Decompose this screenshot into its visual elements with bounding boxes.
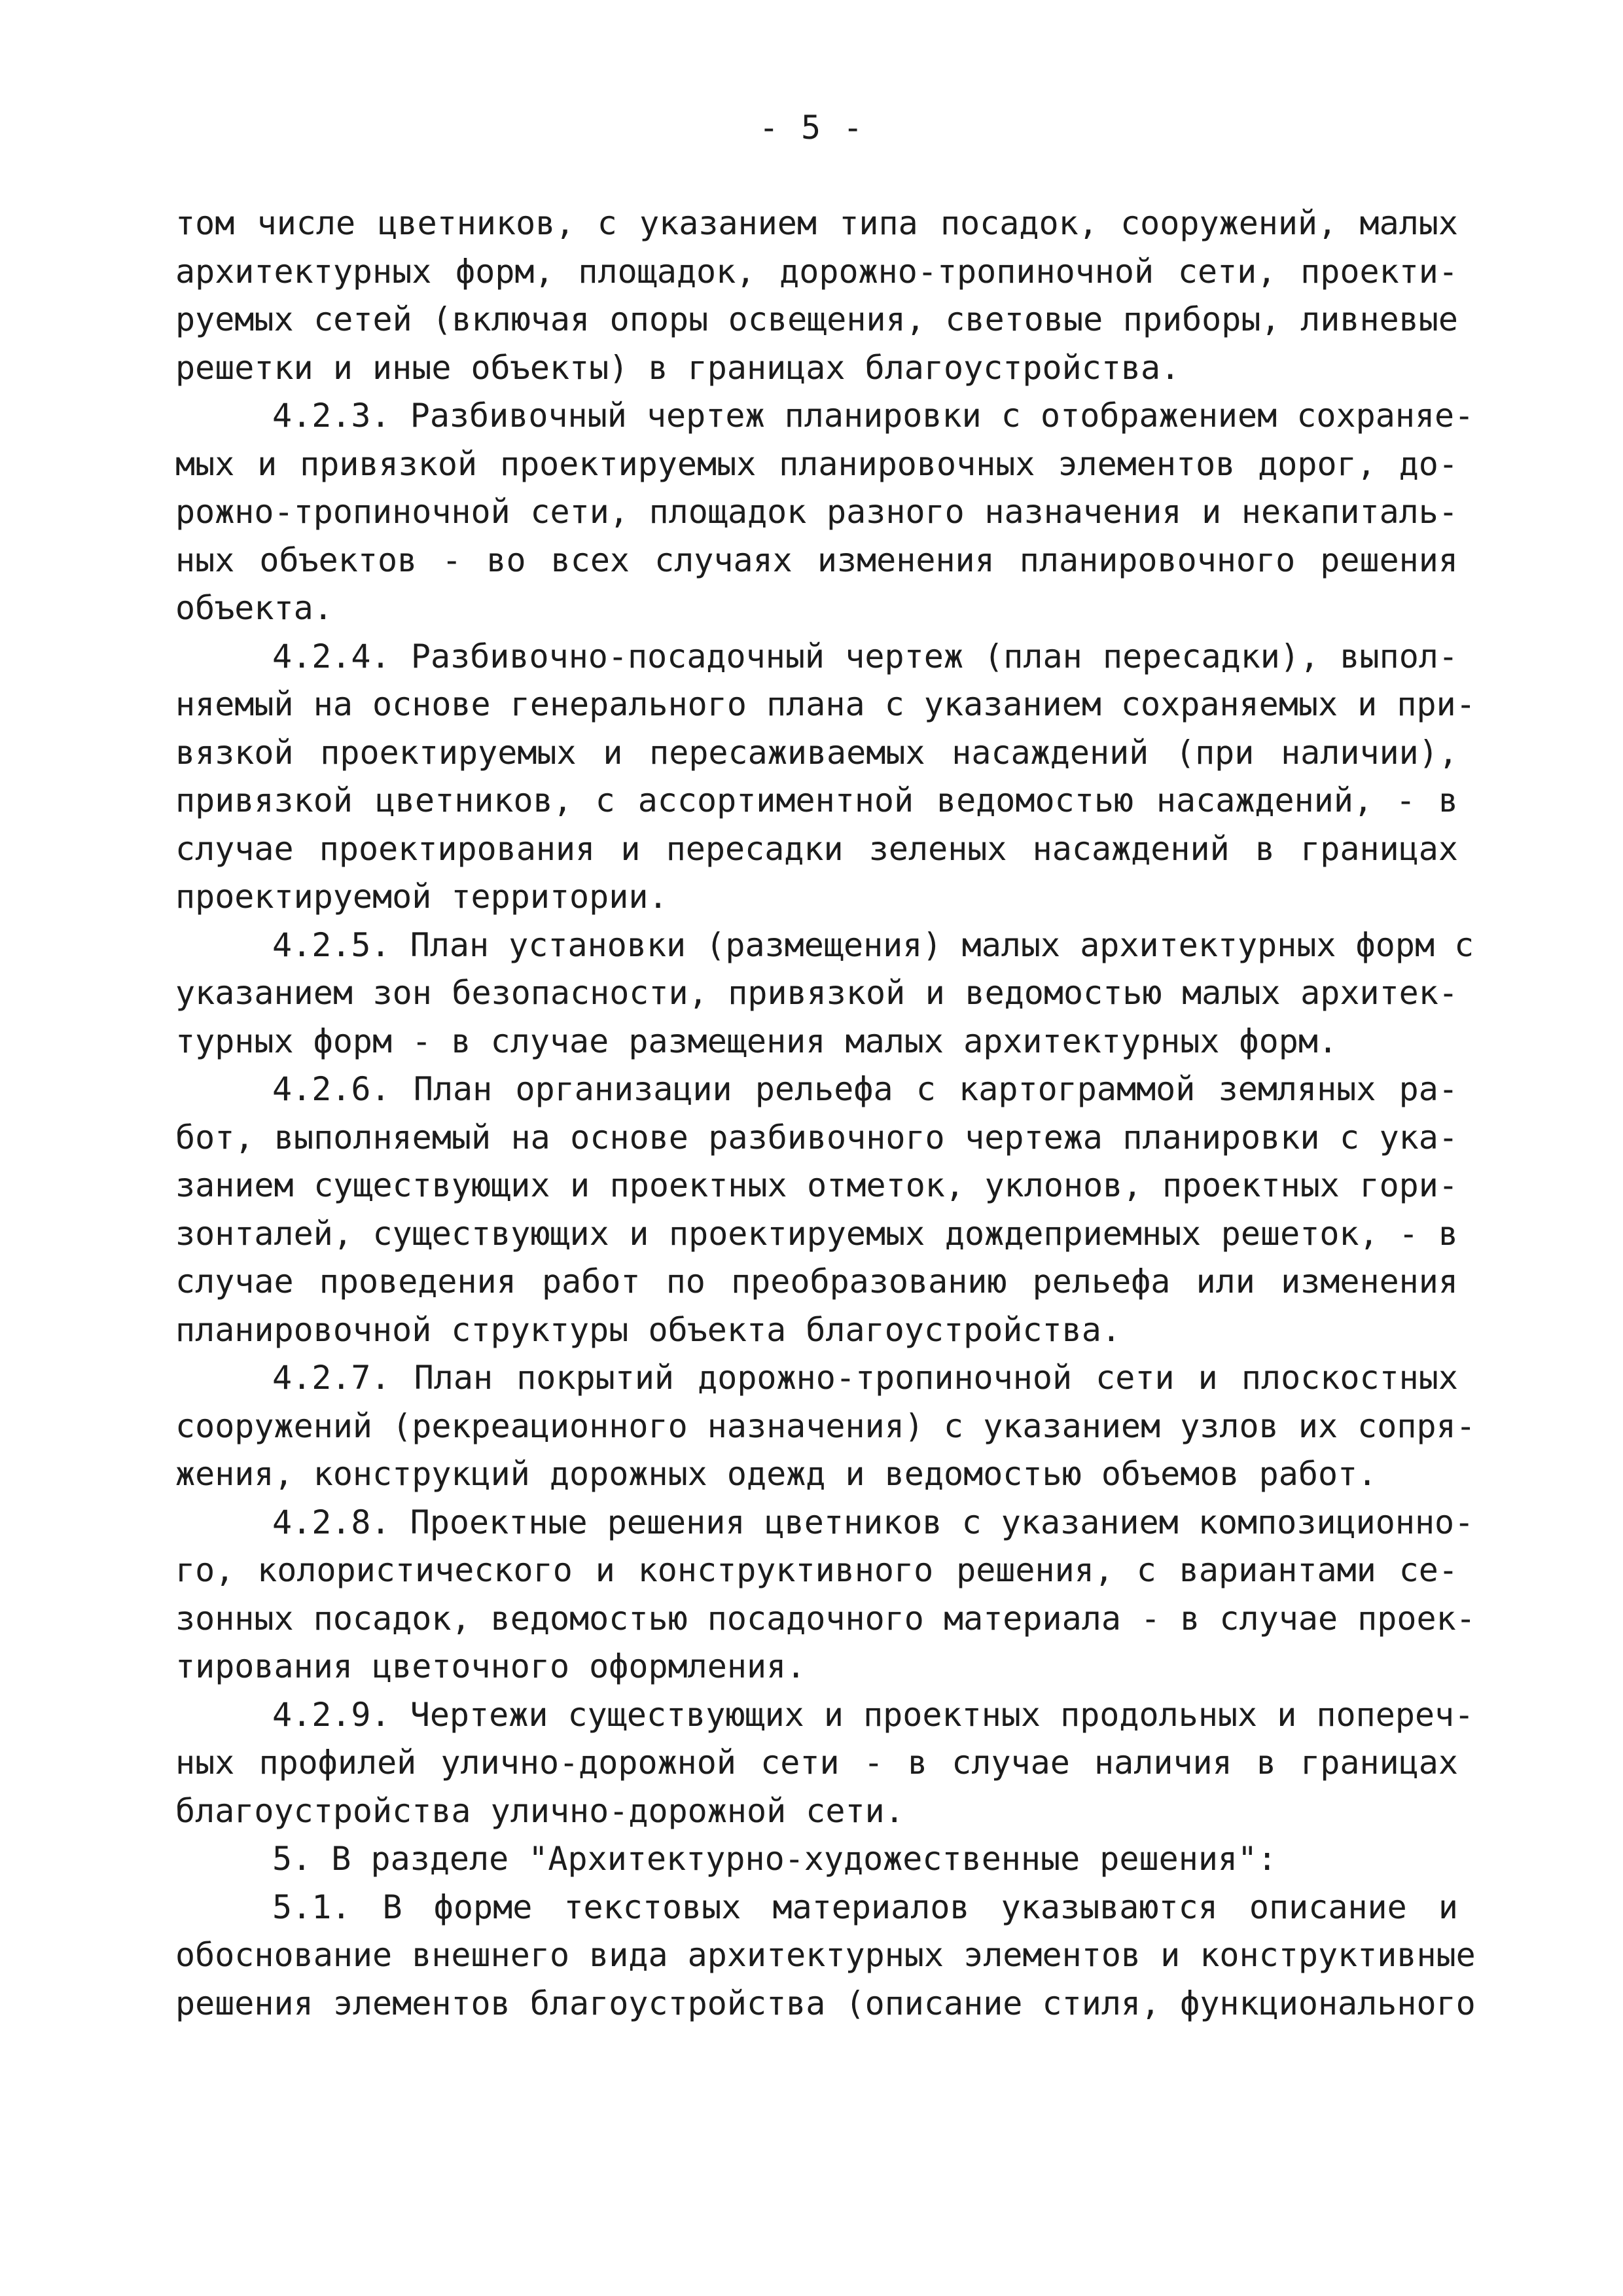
paragraph-first-line: 5.1. В форме текстовых материалов указываются описание и: [272, 1888, 1458, 1926]
text-line: мых и привязкой проектируемых планировочных элементов дорог, до-: [175, 444, 1458, 483]
text-line: решетки и иные объекты) в границах благоустройства.: [175, 348, 1181, 387]
text-line: объекта.: [175, 589, 333, 627]
text-line: сооружений (рекреационного назначения) с указанием узлов их сопря-: [175, 1407, 1476, 1445]
text-line: зонталей, существующих и проектируемых дождеприемных решеток, - в: [175, 1214, 1458, 1253]
text-line: ных объектов - во всех случаях изменения планировочного решения: [175, 541, 1458, 579]
page-number: - 5 -: [758, 109, 865, 147]
paragraph-first-line: 4.2.4. Разбивочно-посадочный чертеж (план пересадки), выпол-: [272, 637, 1458, 675]
paragraph-first-line: 4.2.3. Разбивочный чертеж планировки с отображением сохраняе-: [272, 397, 1474, 435]
text-line: привязкой цветников, с ассортиментной ведомостью насаждений, - в: [175, 781, 1458, 819]
text-line: вязкой проектируемых и пересаживаемых насаждений (при наличии),: [175, 733, 1458, 772]
text-line: руемых сетей (включая опоры освещения, световые приборы, ливневые: [175, 300, 1458, 338]
text-line: случае проведения работ по преобразованию рельефа или изменения: [175, 1263, 1458, 1300]
text-line: благоустройства улично-дорожной сети.: [175, 1791, 904, 1830]
text-line: обоснование внешнего вида архитектурных элементов и конструктивные: [175, 1936, 1476, 1974]
text-line: няемый на основе генерального плана с указанием сохраняемых и при-: [175, 685, 1476, 723]
text-line: рожно-тропиночной сети, площадок разного назначения и некапиталь-: [175, 493, 1458, 531]
text-line: жения, конструкций дорожных одежд и ведомостью объемов работ.: [175, 1455, 1378, 1493]
text-line: ных профилей улично-дорожной сети - в случае наличия в границах: [175, 1744, 1458, 1782]
text-line: архитектурных форм, площадок, дорожно-тропиночной сети, проекти-: [175, 252, 1458, 291]
text-line: том числе цветников, с указанием типа посадок, сооружений, малых: [175, 204, 1458, 242]
text-line: случае проектирования и пересадки зеленых насаждений в границах: [175, 829, 1458, 868]
paragraph-first-line: 4.2.8. Проектные решения цветников с указанием композиционно-: [272, 1503, 1474, 1541]
text-line: тирования цветочного оформления.: [175, 1647, 806, 1685]
body-text: [175, 200, 1476, 2028]
text-line: решения элементов благоустройства (описание стиля, функционального: [175, 1984, 1476, 2022]
paragraph-first-line: 4.2.7. План покрытий дорожно-тропиночной сети и плоскостных: [272, 1359, 1458, 1397]
paragraph-first-line: 4.2.6. План организации рельефа с картограммой земляных ра-: [272, 1070, 1458, 1108]
paragraph-first-line: 4.2.9. Чертежи существующих и проектных продольных и попереч-: [272, 1695, 1474, 1734]
text-line: зонных посадок, ведомостью посадочного материала - в случае проек-: [175, 1599, 1476, 1638]
text-line: бот, выполняемый на основе разбивочного чертежа планировки с ука-: [175, 1118, 1458, 1157]
text-line: занием существующих и проектных отметок, уклонов, проектных гори-: [175, 1166, 1458, 1204]
paragraph-first-line: 4.2.5. План установки (размещения) малых архитектурных форм с: [272, 925, 1474, 964]
text-line: проектируемой территории.: [175, 878, 668, 916]
text-line: турных форм - в случае размещения малых архитектурных форм.: [175, 1022, 1338, 1060]
text-line: планировочной структуры объекта благоустройства.: [175, 1310, 1121, 1349]
text-line: го, колористического и конструктивного решения, с вариантами се-: [175, 1551, 1458, 1589]
text-line: указанием зон безопасности, привязкой и ведомостью малых архитек-: [175, 974, 1458, 1012]
paragraph-first-line: 5. В разделе "Архитектурно-художественные решения":: [272, 1840, 1277, 1878]
